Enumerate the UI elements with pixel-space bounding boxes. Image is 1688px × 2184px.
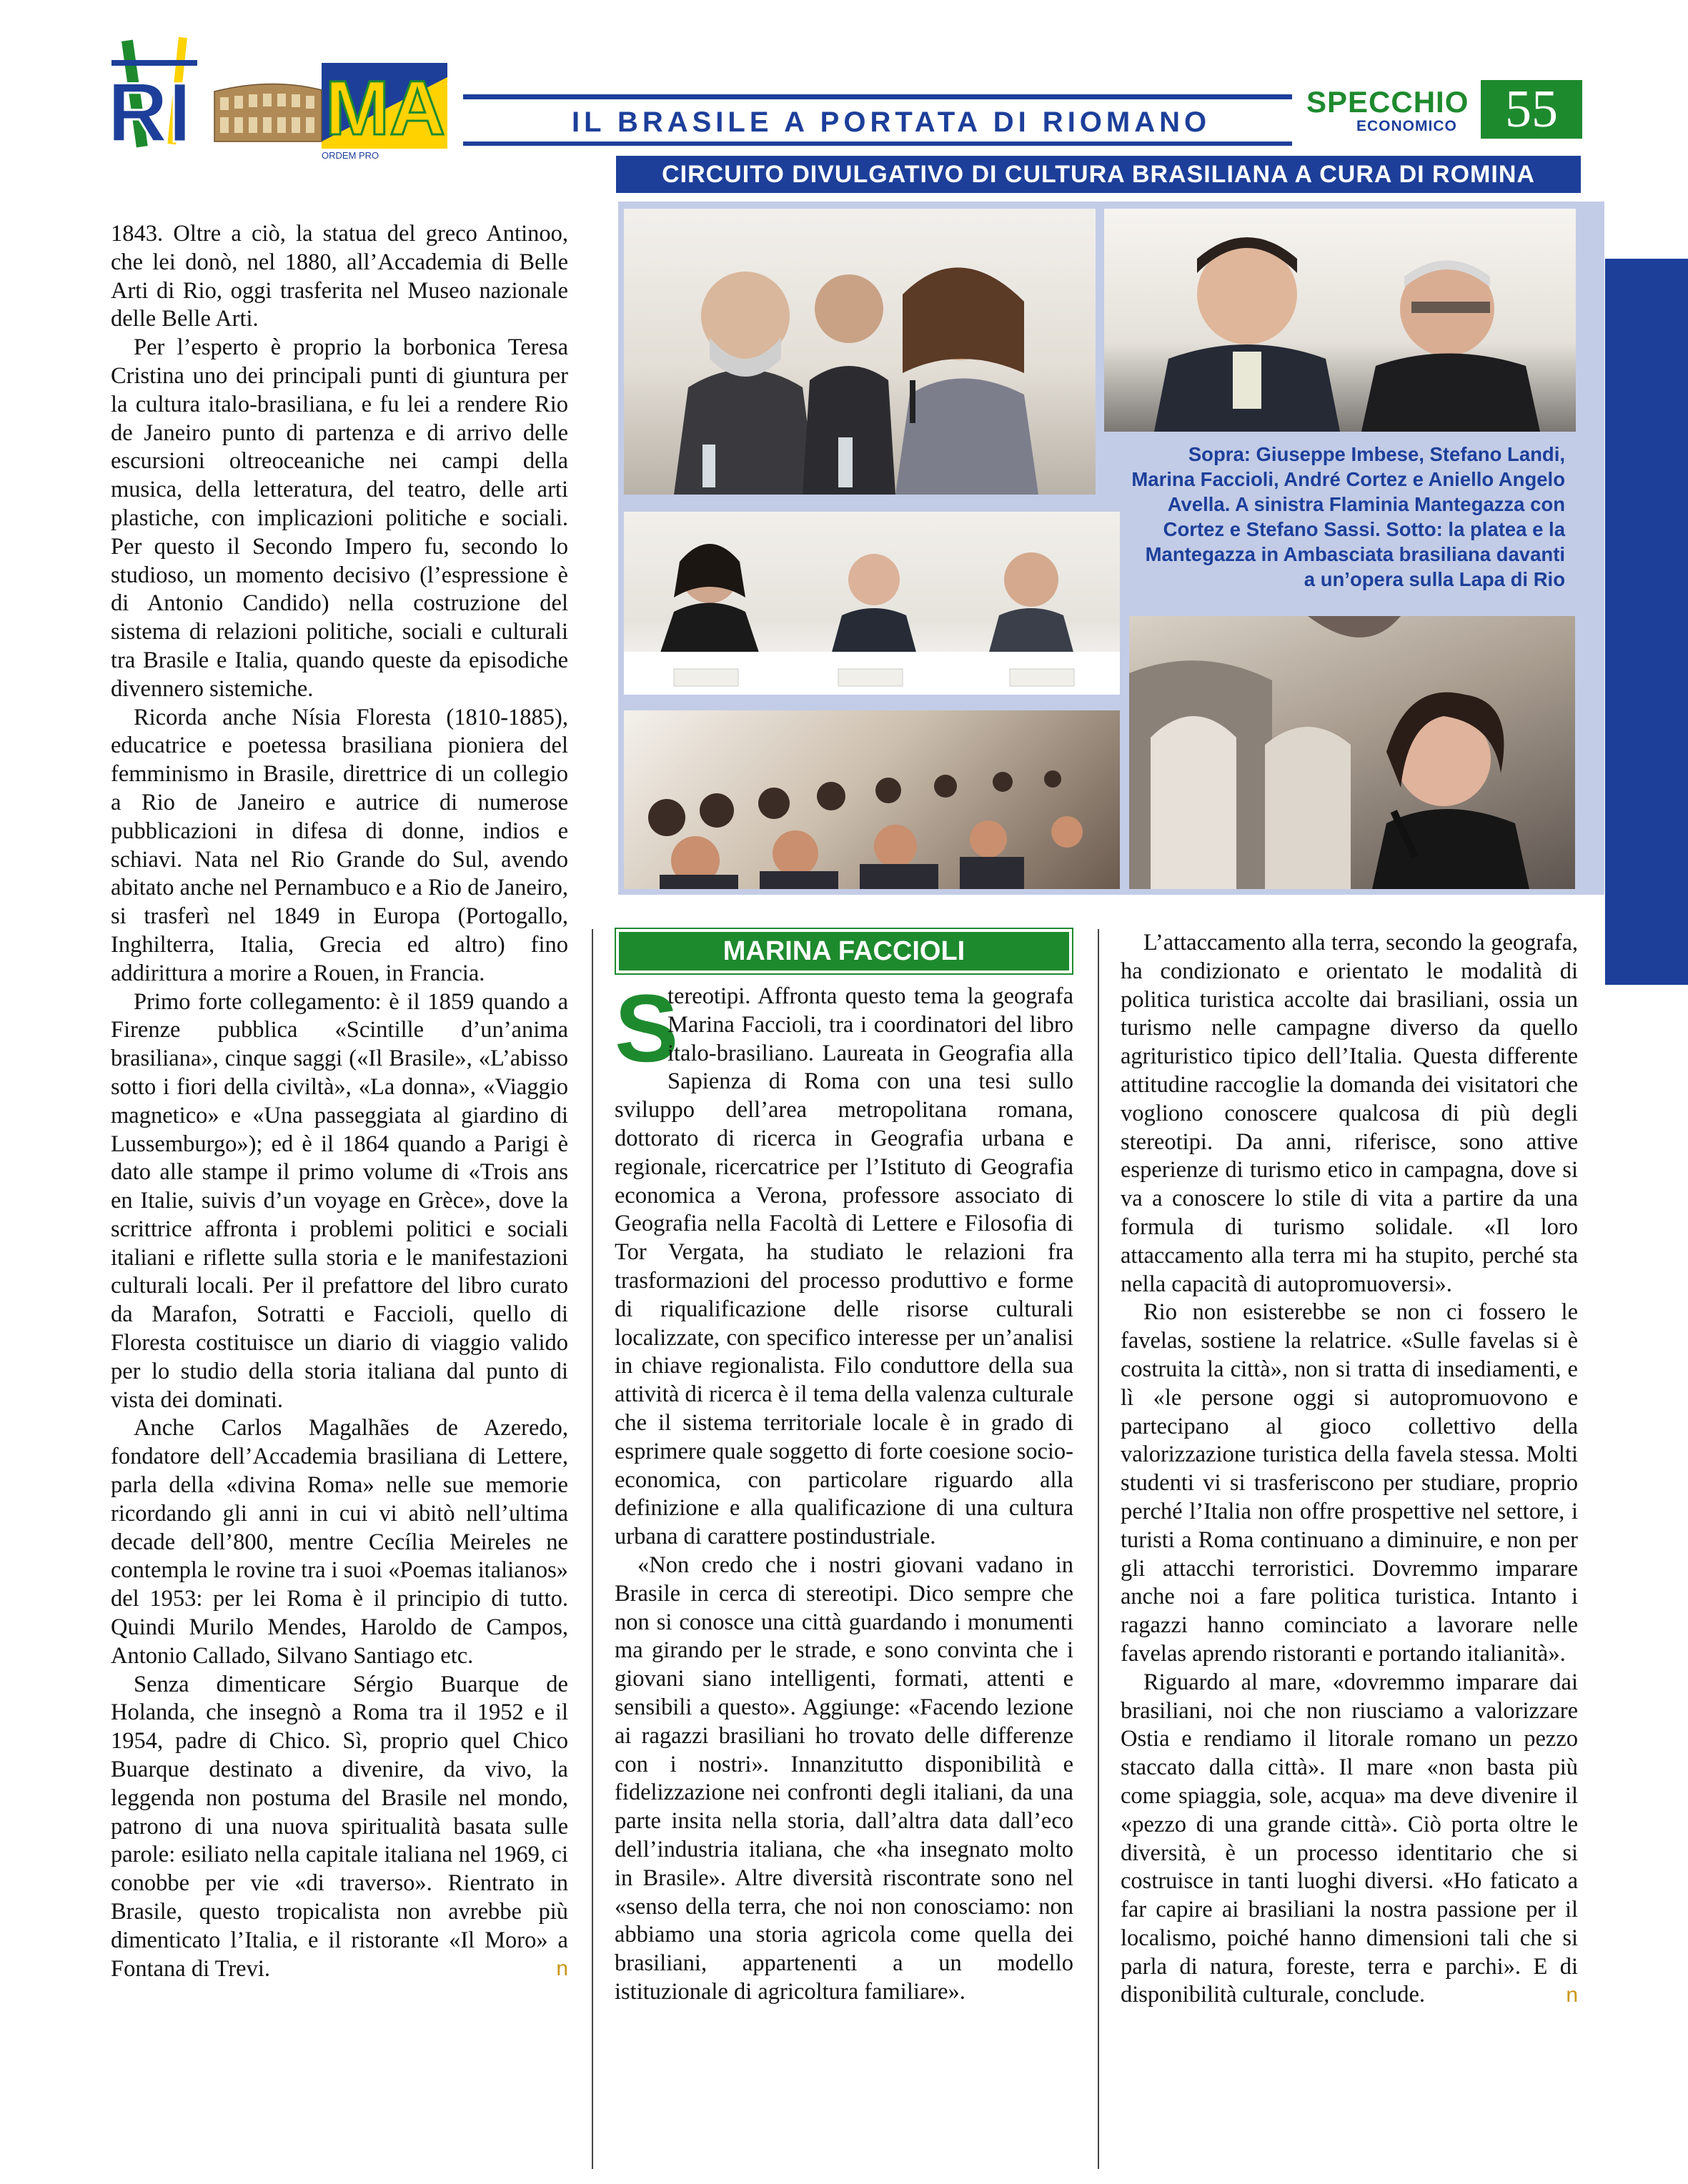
paragraph: Rio non esisterebbe se non ci fossero le favelas, sostiene la relatrice. «Sulle favelas si è costruita la città», non si tratta di insediamenti, e lì «le persone oggi si autopromuovono e partecipano al gioco collettivo della valorizzazione turistica della favela stessa. Molti studenti vi si trasferiscono per studiare, proprio perché l’Italia non offre prospettive nel settore, i turisti a Roma continuano a diminuire, e non per gli attacchi terroristici. Dovremmo imparare anche noi a fare politica turistica. Intanto i ragazzi hanno cominciato a lavorare nelle favelas aprendo ristoranti e portando italianità». xyxy=(1121,1299,1578,1667)
paragraph: Riguardo al mare, «dovremmo imparare dai brasiliani, noi che non riusciamo a valorizzare Ostia e rendiamo il litorale romano un pezzo staccato dalla città». Il mare «non basta più come spiaggia, sole, acqua» ma deve divenire il «pezzo di una grande città». Ciò porta oltre le diversità, è un processo identitario che si costruisce in tanti luoghi diversi. «Ho faticato a far capire ai brasiliani la nostra passione per il localismo, poiché hanno dimensioni tali che si parla di natura, foreste, terra e parchi». E di disponibilità culturale, conclude. xyxy=(1121,1669,1578,2008)
paragraph: Anche Carlos Magalhães de Azeredo, fondatore dell’Accademia brasiliana di Lettere, parla della «divina Roma» nelle sue memorie ricordando gli anni in cui vi abitò nell’ultima decade dell’800, mentre Cecília Meireles ne contempla le rovine tra i suoi «Poemas italianos» del 1953: per lei Roma è il principio di tutto. Quindi Murilo Mendes, Haroldo de Campos, Antonio Callado, Silvano Santiago etc. xyxy=(111,1415,568,1669)
article-column-3 xyxy=(1121,929,1578,2173)
magazine-name: SPECCHIO xyxy=(1306,85,1469,119)
logo-text-ri: RI xyxy=(107,66,192,160)
paragraph: 1843. Oltre a ciò, la statua del greco Antinoo, che lei donò, nel 1880, all’Accademia di Belle Arti di Rio, oggi trasferita nel Museo nazionale delle Belle Arti. xyxy=(111,221,568,332)
paragraph: Primo forte collegamento: è il 1859 quando a Firenze pubblica «Scintille d’un’anima brasiliana», cinque saggi («Il Brasile», «L’abisso sotto i fiori della civiltà», «La donna», «Viaggio magnetico» e «Una passeggiata al giardino di Lussemburgo»); ed è il 1864 quando a Parigi è dato alle stampe il primo volume di «Trois ans en Italie, suivis d’un voyage en Grèce», dove la scrittrice affronta i problemi politici e sociali italiani e riflette sulla storia e le manifestazioni culturali locali. Per il prefattore del libro curato da Marafon, Sotratti e Faccioli, quello di Floresta costituisce un diario di viaggio valido per lo studio della storia italiana dal punto di vista dei dominati. xyxy=(111,988,568,1413)
photo-caption: Sopra: Giuseppe Imbese, Stefano Landi, Marina Faccioli, André Cortez e Aniello Angelo Avella. A sinistra Flaminia Mantegazza con Cortez e Stefano Sassi. Sotto: la platea e la Mantegazza in Ambasciata brasiliana davanti a un’opera sulla Lapa di Rio xyxy=(1131,443,1565,590)
article-column-2 xyxy=(615,976,1073,2173)
photo-two-men xyxy=(1104,209,1576,432)
logo-fine-text: ORDEM PRO xyxy=(322,150,379,161)
page-number: 55 xyxy=(1481,80,1582,139)
photo-audience xyxy=(624,710,1120,889)
drop-cap: S xyxy=(615,976,679,1082)
photo-panel-speakers xyxy=(624,209,1096,495)
end-mark: n xyxy=(1566,1983,1578,2007)
end-mark: n xyxy=(556,1957,568,1981)
riomano-logo xyxy=(107,34,449,162)
paragraph: «Non credo che i nostri giovani vadano in Brasile in cerca di stereotipi. Dico sempre che non si conosce una città guardando i monumenti ma girando per le strade, e sono convinta che i giovani siano intelligenti, formati, attenti e sensibili a questo». Aggiunge: «Facendo lezione ai ragazzi brasiliani ho trovato delle differenze con i nostri». Innanzitutto disponibilità e fidelizzazione nei confronti degli italiani, da una parte insita nella storia, dall’altra data dall’eco dell’industria italiana, che «ha insegnato molto in Brasile». Altre diversità riscontrate sono nel «senso della terra, che noi non conosciamo: non abbiamo una storia agricola come quella dei brasiliani, appartenenti a un modello istituzionale di agricoltura familiare». xyxy=(615,1552,1073,2005)
logo-text-ma: MA xyxy=(325,64,445,151)
photo-panel-table xyxy=(624,512,1120,695)
header-rule-bottom xyxy=(463,142,1292,146)
column-divider xyxy=(592,929,593,2169)
paragraph: Senza dimenticare Sérgio Buarque de Holanda, che insegnò a Roma tra il 1952 e il 1954, padre di Chico. Sì, proprio quel Chico Buarque destinato a divenire, da vivo, la leggenda non postuma del Brasile nel mondo, patrono di una nuova spiritualità basata sulle parole: esiliato nella capitale italiana nel 1969, ci conobbe per vie «di traverso». Rientrato in Brasile, questo tropicalista non avrebbe più dimenticato l’Italia, e il ristorante «Il Moro» a Fontana di Trevi. xyxy=(111,1671,568,1982)
page-title: IL BRASILE A PORTATA DI RIOMANO xyxy=(572,106,1211,138)
magazine-subtitle: ECONOMICO xyxy=(1356,118,1457,134)
column-divider xyxy=(1098,929,1099,2169)
page-edge-bar xyxy=(1605,259,1688,985)
paragraph: Per l’esperto è proprio la borbonica Teresa Cristina uno dei principali punti di giuntura per la cultura italo-brasiliana, e fu lei a rendere Rio de Janeiro punto di partenza e di arrivo delle escursioni oltreoceaniche nei campi della musica, della letteratura, del teatro, delle arti plastiche, con implicazioni politiche e sociali. Per questo il Secondo Impero fu, secondo lo studioso, un momento decisivo (l’espressione è di Antonio Candido) nella costruzione del sistema di relazioni politiche, sociali e culturali tra Brasile e Italia, quando queste da episodiche divennero sistemiche. xyxy=(111,334,568,702)
interview-title: MARINA FACCIOLI xyxy=(616,929,1072,973)
paragraph: Ricorda anche Nísia Floresta (1810-1885), educatrice e poetessa brasiliana pioniera del femminismo in Brasile, direttrice di un collegio a Rio de Janeiro e autrice di numerose pubblicazioni in difesa di donne, indios e schiavi. Nata nel Rio Grande do Sul, avendo abitato anche nel Pernambuco e a Rio de Janeiro, si trasferì nel 1849 in Europa (Portogallo, Inghilterra, Italia, Grecia ed altro) fino addirittura a morire a Rouen, in Francia. xyxy=(111,704,568,986)
article-column-1 xyxy=(111,220,568,2173)
header-rule-top xyxy=(463,94,1292,99)
section-subheader: CIRCUITO DIVULGATIVO DI CULTURA BRASILIANA A CURA DI ROMINA xyxy=(616,156,1581,193)
paragraph: L’attaccamento alla terra, secondo la geografa, ha condizionato e orientato le modalità di politica turistica accolte dai brasiliani, ossia un turismo nelle campagne diverso da quello agrituristico tipico dell’Italia. Questa differente attitudine raccoglie la domanda dei visitatori che vogliono conoscere qualcosa di più degli stereotipi. Da anni, riferisce, sono attive esperienze di turismo etico in campagna, dove si va a conoscere lo stile di vita a partire da una formula di turismo solidale. «Il loro attaccamento alla terra mi ha stupito, perché sta nella capacità di autopromuoversi». xyxy=(1121,930,1578,1297)
paragraph: tereotipi. Affronta questo tema la geografa Marina Faccioli, tra i coordinatori del libro italo-brasiliano. Laureata in Geografia alla Sapienza di Roma con una tesi sullo sviluppo dell’area metropolitana romana, dottorato di ricerca in Geografia urbana e regionale, ricercatrice per l’Istituto di Geografia economica a Verona, professore associato di Geografia nella Facoltà di Lettere e Filosofia di Tor Vergata, ha studiato le relazioni fra trasformazioni del processo produttivo e forme di riqualificazione delle risorse culturali localizzate, con specifico interesse per un’analisi in chiave regionalista. Filo conduttore della sua attività di ricerca è il tema della valenza culturale che il sistema territoriale locale è in grado di esprimere quale soggetto di forte coesione socio-economica, con particolare riguardo alla definizione e alla qualificazione di una cultura urbana di carattere postindustriale. xyxy=(615,983,1073,1550)
photo-embassy-speaker xyxy=(1129,616,1575,889)
